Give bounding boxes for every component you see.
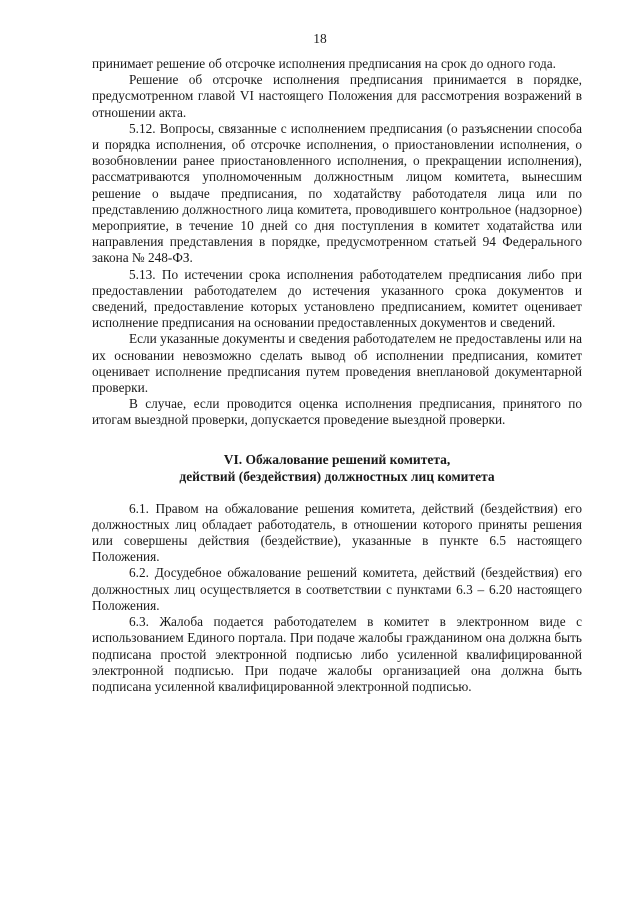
paragraph-6-2: 6.2. Досудебное обжалование решений комитета, действий (бездействия) его должностных лиц осуществляется в соответствии с пунктами 6.3 – 6.20 настоящего Положения. <box>92 565 582 613</box>
paragraph-6-1: 6.1. Правом на обжалование решения комитета, действий (бездействия) его должностных лиц обладает работодатель, в отношении которого приняты решения или совершены действия (бездействие), указанные в пункте 6.5 настоящего Положения. <box>92 500 582 565</box>
document-body <box>92 56 582 695</box>
paragraph-5-12: 5.12. Вопросы, связанные с исполнением предписания (о разъяснении способа и порядка исполнения, об отсрочке исполнения, о приостановлении исполнения, о возобновлении ранее приостановленного исполнения, о прекращении исполнения), рассматриваются уполномоченным должностным лицом комитета, вынесшим решение о выдаче предписания, по ходатайству работодателя лица или по представлению должностного лица комитета, проводившего контрольное (надзорное) мероприятие, в течение 10 дней со дня поступления в комитет ходатайства или направления представления в порядке, предусмотренном статьей 94 Федерального закона № 248-ФЗ. <box>92 120 582 266</box>
paragraph-6-3: 6.3. Жалоба подается работодателем в комитет в электронном виде с использованием Единого портала. При подаче жалобы гражданином она должна быть подписана простой электронной подписью либо усиленной квалифицированной электронной подписью. При подаче жалобы организацией она должна быть подписана усиленной квалифицированной электронной подписью. <box>92 614 582 694</box>
paragraph-5-13: 5.13. По истечении срока исполнения работодателем предписания либо при предоставлении работодателем до истечения указанного срока документов и сведений, предоставление которых установлено предписанием, комитет оценивает исполнение предписания на основании предоставленных документов и сведений. <box>92 266 582 331</box>
section-heading-line-2: действий (бездействия) должностных лиц комитета <box>179 468 495 484</box>
paragraph: Если указанные документы и сведения работодателем не предоставлены или на их основании невозможно сделать вывод об исполнении предписания, комитет оценивает исполнение предписания путем проведения внеплановой документарной проверки. <box>92 331 582 396</box>
section-heading-line-1: VI. Обжалование решений комитета, <box>223 451 451 467</box>
paragraph-continuation: принимает решение об отсрочке исполнения предписания на срок до одного года. <box>92 56 556 71</box>
page-number: 18 <box>313 31 327 46</box>
section-heading <box>92 451 582 485</box>
paragraph: Решение об отсрочке исполнения предписания принимается в порядке, предусмотренном главой VI настоящего Положения для рассмотрения возражений в отношении акта. <box>92 72 582 120</box>
paragraph: В случае, если проводится оценка исполнения предписания, принятого по итогам выездной проверки, допускается проведение выездной проверки. <box>92 396 582 428</box>
